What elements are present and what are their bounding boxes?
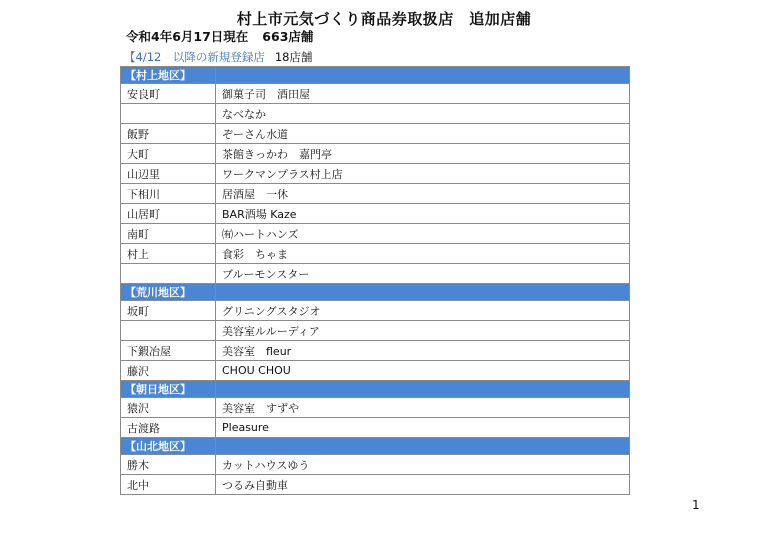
store-cell: 御菓子司 酒田屋	[216, 84, 630, 104]
new-registration-label: 【4/12 以降の新規登録店	[124, 50, 265, 64]
area-cell	[121, 104, 216, 124]
table-row	[121, 164, 630, 184]
table-row	[121, 321, 630, 341]
table-row	[121, 204, 630, 224]
page-number: 1	[692, 498, 700, 512]
table-row	[121, 398, 630, 418]
region-label: 【山北地区】	[121, 438, 216, 455]
region-label: 【村上地区】	[121, 67, 216, 84]
store-cell: 美容室ルルーディア	[216, 321, 630, 341]
table-row	[121, 244, 630, 264]
table-row	[121, 144, 630, 164]
region-header-murakami	[121, 67, 630, 84]
area-cell: 猿沢	[121, 398, 216, 418]
date-text: 令和4年6月17日現在	[126, 29, 249, 44]
region-header-sanpoku	[121, 438, 630, 455]
store-cell: ワークマンプラス村上店	[216, 164, 630, 184]
store-cell: ㈲ハートハンズ	[216, 224, 630, 244]
area-cell: 山居町	[121, 204, 216, 224]
table-row	[121, 301, 630, 321]
store-table	[120, 66, 630, 495]
new-registration-count: 18店舗	[274, 50, 313, 64]
region-label: 【荒川地区】	[121, 284, 216, 301]
table-row	[121, 224, 630, 244]
region-label: 【朝日地区】	[121, 381, 216, 398]
store-cell: つるみ自動車	[216, 475, 630, 495]
area-cell	[121, 264, 216, 284]
table-row	[121, 104, 630, 124]
area-cell: 古渡路	[121, 418, 216, 438]
area-cell: 坂町	[121, 301, 216, 321]
table-row	[121, 84, 630, 104]
area-cell: 下相川	[121, 184, 216, 204]
table-row	[121, 361, 630, 381]
table-row	[121, 341, 630, 361]
store-cell: 美容室 すずや	[216, 398, 630, 418]
area-cell: 山辺里	[121, 164, 216, 184]
area-cell: 藤沢	[121, 361, 216, 381]
store-cell: ぞーさん水道	[216, 124, 630, 144]
store-cell: ブルーモンスター	[216, 264, 630, 284]
table-row	[121, 475, 630, 495]
area-cell: 飯野	[121, 124, 216, 144]
region-header-arakawa	[121, 284, 630, 301]
new-registration-line	[124, 49, 312, 65]
area-cell: 南町	[121, 224, 216, 244]
area-cell: 下鍜冶屋	[121, 341, 216, 361]
table-row	[121, 264, 630, 284]
table-row	[121, 124, 630, 144]
date-line	[126, 27, 313, 45]
table-row	[121, 418, 630, 438]
area-cell: 大町	[121, 144, 216, 164]
total-count: 663店舗	[262, 29, 314, 44]
table-row	[121, 184, 630, 204]
store-cell: CHOU CHOU	[216, 361, 630, 381]
region-header-asahi	[121, 381, 630, 398]
area-cell: 勝木	[121, 455, 216, 475]
area-cell: 村上	[121, 244, 216, 264]
store-cell: 茶館きっかわ 嘉門亭	[216, 144, 630, 164]
store-cell: なべなか	[216, 104, 630, 124]
area-cell: 安良町	[121, 84, 216, 104]
store-cell: 美容室 fleur	[216, 341, 630, 361]
store-cell: BAR酒場 Kaze	[216, 204, 630, 224]
store-cell: 居酒屋 一休	[216, 184, 630, 204]
store-cell: Pleasure	[216, 418, 630, 438]
table-row	[121, 455, 630, 475]
store-cell: 食彩 ちゃま	[216, 244, 630, 264]
store-cell: グリニングスタジオ	[216, 301, 630, 321]
store-cell: カットハウスゆう	[216, 455, 630, 475]
page-title: 村上市元気づくり商品券取扱店 追加店舗	[236, 10, 532, 28]
area-cell	[121, 321, 216, 341]
area-cell: 北中	[121, 475, 216, 495]
